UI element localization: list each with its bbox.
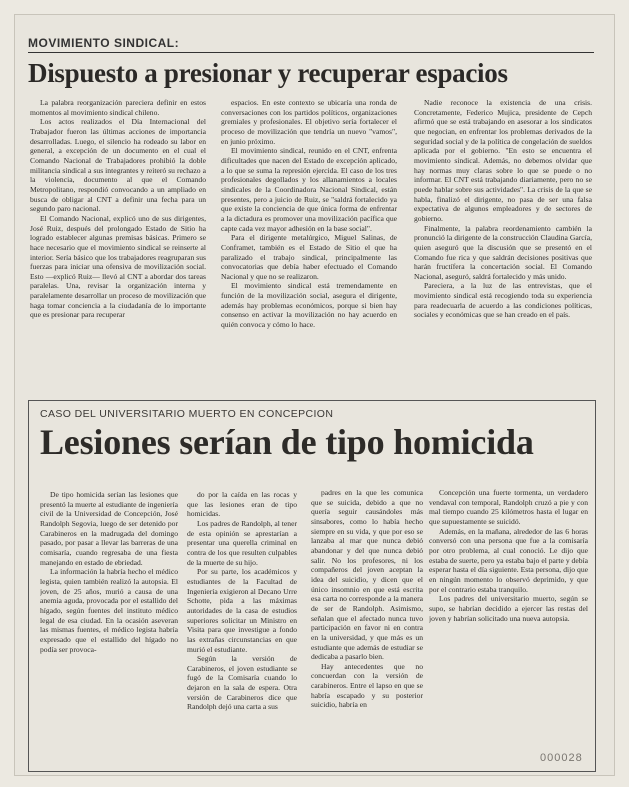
paragraph: Pareciera, a la luz de las entrevistas, que el movimiento sindical está recogiendo toda su experiencia para readecuarla de acuerdo a las condiciones políticas, sociales y económicas que se han creado en el país. (414, 281, 592, 320)
paragraph: Finalmente, la palabra reordenamiento cambién la pronunció la dirigente de la construcción Claudina García, quien aseguró que la discusión que se presentó en el Comando fue rica y que saldrán decisiones positivas que harán fructífera la concertación social. El Comando Nacional, aseguró, saldrá fortalecido y más unido. (414, 223, 592, 281)
paragraph: El Comando Nacional, explicó uno de sus dirigentes, José Ruiz, después del prolongado Estado de Sitio ha logrado establecer algunas premisas básicas. Primero se hace necesario que el movimiento sindical se reinserte al interior. Sería básico que los trabajadores reagruparan sus fuerzas para iniciar una ofensiva de movilización social. Esto —explicó Ruiz— llevó al CNT a abordar dos tareas paralelas. Una, revisar la organización interna y paralelamente desarrollar un proceso de movilización que haga tomar conciencia a la ciudadanía de lo importante que es presionar para recuperar (30, 213, 206, 320)
second-article-column-1 (40, 490, 178, 760)
paragraph: Según la versión de Carabineros, el joven estudiante se fugó de la Comisaría cuando lo dejaron en la sala de espera. Otra versión de Carabineros dice que Randolph dejó una carta a sus (187, 654, 297, 712)
archive-stamp: 000028 (540, 752, 583, 764)
article-column-1 (30, 98, 206, 403)
kicker-rule (28, 52, 594, 53)
paragraph: Para el dirigente metalúrgico, Miguel Salinas, de Conframet, también es el Estado de Sitio el que ha paralizado el trabajo sindical, principalmente las convocatorias que debía haber efectuado el Comando Nacional y que no se realizaron. (221, 233, 397, 281)
paragraph: Hay antecedentes que no concuerdan con la versión de carabineros. Entre el lapso en que se habría escapado y su posterior suicidio, habría en (311, 661, 423, 710)
article-column-2 (221, 98, 397, 403)
paragraph: Los padres del universitario muerto, según se supo, se habrían decidido a ejercer las restas del joven y habrían solicitado una nueva autopsia. (429, 594, 588, 623)
paragraph: El movimiento sindical, reunido en el CNT, enfrenta dificultades que nacen del Estado de excepción aplicado, a lo que se suma la represión ejercida. El caso de los tres profesionales degollados y los allanamientos a locales sindicales de la Coordinadora Nacional Sindical, están presentes, pero a juicio de Ruiz, se "saldrá fortalecido ya que existe la conciencia de que única forma de enfrentar a la dictadura es promover una movilización pacífica que capte cada vez mayor adhesión en la base social". (221, 146, 397, 233)
article-kicker: MOVIMIENTO SINDICAL: (28, 36, 180, 50)
paragraph: padres en la que les comunica que se suicida, debido a que no quería seguir causándoles más sinsabores, como lo había hecho siempre en su vida, y que por eso se lanzaba al mar que nunca debió abandonar y del que nunca debió salir. No los profesores, ni los compañeros del joven aceptan la idea del suicidio, y dicen que el único insomnio en que está escrita esa carta no corresponde a la manera de ser de Randolph. Asimismo, señalan que el afectado nunca tuvo participación en favor ni en contra en la universidad, y que más es un estudiante que además de estudiar se dedicaba a pasarlo bien. (311, 488, 423, 662)
paragraph: espacios. En este contexto se ubicaría una ronda de conversaciones con los partidos políticos, organizaciones gremiales y profesionales. El objetivo sería fortalecer el proceso de movilización que tendría un nuevo "vamos", en junio próximo. (221, 98, 397, 146)
paragraph: Concepción una fuerte tormenta, un verdadero vendaval con temporal, Randolph cruzó a pie y con mal tiempo cuando 25 kilómetros hasta el lugar en que supuestamente se suicidó. (429, 488, 588, 526)
paragraph: La información la habría hecho el médico legista, quien también realizó la autopsia. El joven, de 25 años, murió a causa de una anemia aguda, provocada por el estallido del hígado, según fuentes del instituto médico legal de esa ciudad. En la ocasión aseveran las mismas fuentes, el médico legista habría expresado que el estallido del hígado no podía ser provoca- (40, 567, 178, 654)
second-article-kicker: CASO DEL UNIVERSITARIO MUERTO EN CONCEPCION (40, 408, 334, 420)
paragraph: De tipo homicida serían las lesiones que presentó la muerte al estudiante de ingeniería civil de la Universidad de Concepción, José Randolph Segovia, luego de ser detenido por Carabineros en la madrugada del domingo pasado, por pasar a llevar las barreras de una comisaría, cuando regresaba de una fiesta manejando en estado de ebriedad. (40, 490, 178, 567)
paragraph: Los padres de Randolph, al tener de esta opinión se aprestarían a presentar una querella criminal en contra de los que resulten culpables de la muerte de su hijo. (187, 518, 297, 567)
paragraph: El movimiento sindical está tremendamente en función de la movilización social, asegura el dirigente, además hay problemas económicos, porque si bien hay consenso en activar la movilización no hay acuerdo en quién convoca y cómo lo hace. (221, 281, 397, 330)
paragraph: Además, en la mañana, alrededor de las 6 horas conversó con una persona que fue a la comisaría por otro problema, al cual conoció. Le dijo que estaba de suerte, pero ya estaba bajo el parte y debía esperar hasta el día siguiente. Esta persona, dijo que en ningún momento lo observó deprimido, y que por el contrario estaba tranquilo. (429, 526, 588, 594)
paragraph: Nadie reconoce la existencia de una crisis. Concretamente, Federico Mujica, presidente de Cepch afirmó que se está trabajando en asesorar a los sindicatos que negocian, en enfrentar los problemas derivados de la seguridad social y de la política de congelación de sueldos aplicada por el gobierno. "En esto se encuentra el movimiento sindical. Además, no debemos olvidar que hay normas muy claras sobre lo que se puede o no informar. El CNT está trabajando diariamente, pero no se puede hablar sobre sus actividades". La crisis de la que se habla, finalizó el dirigente, no pasa de ser una falsa expectativa de algunos empleadores y de sectores de gobierno. (414, 98, 592, 223)
second-article-column-2 (187, 490, 297, 765)
paragraph: Por su parte, los académicos y estudiantes de la Facultad de Ingeniería exigieron al Decano Urre Schotte, pida a las máximas autoridades de la casa de estudios superiores solicitar un Ministro en Visita para que investigue a fondo las extrañas circunstancias en que murió el estudiante. (187, 567, 297, 654)
article-column-3 (414, 98, 592, 403)
article-headline: Dispuesto a presionar y recuperar espacios (28, 58, 508, 88)
paragraph: La palabra reorganización pareciera definir en estos momentos al movimiento sindical chileno. (30, 98, 206, 117)
second-article-headline: Lesiones serían de tipo homicida (40, 422, 534, 462)
second-article-column-4 (429, 488, 588, 753)
paragraph: do por la caída en las rocas y que las lesiones eran de tipo homicidas. (187, 490, 297, 519)
second-article-column-3 (311, 488, 423, 763)
paragraph: Los actos realizados el Día Internacional del Trabajador fueron las últimas acciones de importancia desarrolladas. Luego, el silencio ha rodeado su labor en general, a excepción de un documento en el cual el Comando Nacional de Trabajadores prohibió la doble militancia sindical a sus integrantes y reiteró su rechazo a la violencia, documento al que el Comando Metropolitano, respondió convocando a un ampliado en busca de obligar al CNT a definir una fecha para un segundo paro nacional. (30, 117, 206, 214)
